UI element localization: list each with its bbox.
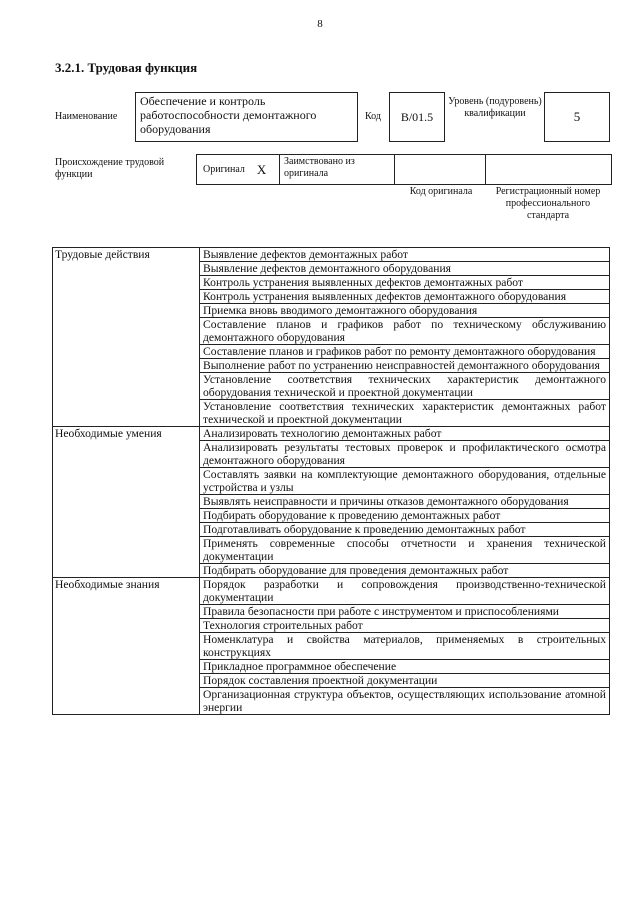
table-cell-item: Выполнение работ по устранению неисправностей демонтажного оборудования <box>200 359 610 373</box>
code-value: B/01.5 <box>400 110 434 124</box>
origin-label: Происхождение трудовой функции <box>55 157 165 180</box>
section-labor-actions: Трудовые действия <box>53 248 200 427</box>
table-cell-item: Анализировать результаты тестовых проверок и профилактического осмотра демонтажного оборудования <box>200 441 610 468</box>
borrowed-label: Заимствовано из оригинала <box>284 156 355 179</box>
table-cell-item: Составлять заявки на комплектующие демонтажного оборудования, отдельные устройства и узлы <box>200 468 610 495</box>
code-original-label: Код оригинала <box>409 186 473 197</box>
table-cell-item: Подготавливать оборудование к проведению демонтажных работ <box>200 523 610 537</box>
code-label: Код <box>365 111 381 122</box>
page-number: 8 <box>317 18 323 30</box>
table-cell-item: Применять современные способы отчетности и хранения технической документации <box>200 537 610 564</box>
table-cell-item: Составление планов и графиков работ по техническому обслуживанию демонтажного оборудования <box>200 318 610 345</box>
level-value-box <box>544 92 610 142</box>
table-cell-item: Правила безопасности при работе с инструментом и приспособлениями <box>200 605 610 619</box>
section-required-knowledge: Необходимые знания <box>53 578 200 715</box>
name-value: Обеспечение и контроль работоспособности демонтажного оборудования <box>140 94 317 136</box>
table-cell-item: Выявлять неисправности и причины отказов демонтажного оборудования <box>200 495 610 509</box>
section-required-skills: Необходимые умения <box>53 427 200 578</box>
table-cell-item: Приемка вновь вводимого демонтажного оборудования <box>200 304 610 318</box>
section-title: 3.2.1. Трудовая функция <box>55 60 198 75</box>
table-cell-item: Выявление дефектов демонтажного оборудования <box>200 262 610 276</box>
original-box <box>196 154 280 185</box>
table-cell-item: Прикладное программное обеспечение <box>200 660 610 674</box>
name-value-box <box>135 92 358 142</box>
original-label: Оригинал <box>203 163 245 175</box>
table-cell-item: Анализировать технологию демонтажных работ <box>200 427 610 441</box>
original-mark: X <box>256 161 267 177</box>
table-cell-item: Контроль устранения выявленных дефектов демонтажных работ <box>200 276 610 290</box>
table-cell-item: Технология строительных работ <box>200 619 610 633</box>
level-value: 5 <box>573 109 581 124</box>
code-value-box <box>389 92 445 142</box>
table-cell-item: Подбирать оборудование для проведения демонтажных работ <box>200 564 610 578</box>
labor-function-table <box>52 247 610 715</box>
table-row <box>53 427 610 441</box>
table-cell-item: Составление планов и графиков работ по ремонту демонтажного оборудования <box>200 345 610 359</box>
table-cell-item: Порядок составления проектной документации <box>200 674 610 688</box>
level-label: Уровень (подуровень) квалификации <box>448 96 542 119</box>
table-cell-item: Номенклатура и свойства материалов, применяемых в строительных конструкциях <box>200 633 610 660</box>
reg-number-label: Регистрационный номер профессионального стандарта <box>495 186 601 221</box>
table-cell-item: Подбирать оборудование к проведению демонтажных работ <box>200 509 610 523</box>
table-cell-item: Порядок разработки и сопровождения производственно-технической документации <box>200 578 610 605</box>
table-cell-item: Выявление дефектов демонтажных работ <box>200 248 610 262</box>
table-row <box>53 578 610 605</box>
code-original-box <box>394 154 486 185</box>
borrowed-box <box>279 154 395 185</box>
table-cell-item: Контроль устранения выявленных дефектов демонтажного оборудования <box>200 290 610 304</box>
table-cell-item: Организационная структура объектов, осуществляющих использование атомной энергии <box>200 688 610 715</box>
table-cell-item: Установление соответствия технических характеристик демонтажных работ технической и проектной документации <box>200 400 610 427</box>
name-label: Наименование <box>55 111 118 122</box>
table-cell-item: Установление соответствия технических характеристик демонтажного оборудования технической и проектной документации <box>200 373 610 400</box>
table-row <box>53 248 610 262</box>
reg-number-box <box>485 154 612 185</box>
